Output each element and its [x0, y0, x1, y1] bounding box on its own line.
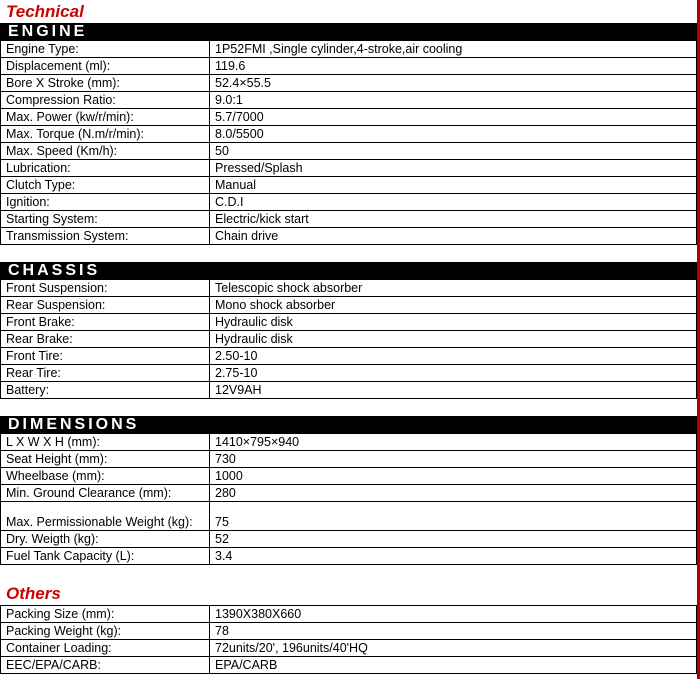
- spec-value: 52.4×55.5: [210, 75, 697, 92]
- spec-value: 75: [210, 502, 697, 531]
- page-title: Technical: [6, 2, 84, 21]
- spec-value: Telescopic shock absorber: [210, 280, 697, 297]
- spec-value: 78: [210, 623, 697, 640]
- spec-row: [1, 331, 697, 348]
- spec-value: 1P52FMI ,Single cylinder,4-stroke,air cooling: [210, 41, 697, 58]
- spec-row: [1, 365, 697, 382]
- spec-row: [1, 143, 697, 160]
- spec-label: Wheelbase (mm):: [1, 468, 210, 485]
- spec-value: 119.6: [210, 58, 697, 75]
- spec-value: Pressed/Splash: [210, 160, 697, 177]
- spec-value: 50: [210, 143, 697, 160]
- spec-label: Rear Tire:: [1, 365, 210, 382]
- spec-row: [1, 109, 697, 126]
- spec-row: [1, 126, 697, 143]
- spec-label: Packing Size (mm):: [1, 606, 210, 623]
- spec-label: Compression Ratio:: [1, 92, 210, 109]
- spec-row: [1, 58, 697, 75]
- spacer: [0, 565, 700, 582]
- spec-value: Hydraulic disk: [210, 331, 697, 348]
- spec-value: 72units/20', 196units/40'HQ: [210, 640, 697, 657]
- spec-label: Rear Brake:: [1, 331, 210, 348]
- spec-row: [1, 657, 697, 674]
- spec-row: [1, 623, 697, 640]
- spec-value: 52: [210, 531, 697, 548]
- spec-row: [1, 92, 697, 109]
- spec-row: [1, 451, 697, 468]
- spec-value: Hydraulic disk: [210, 314, 697, 331]
- spec-label: Clutch Type:: [1, 177, 210, 194]
- spec-label: Max. Torque (N.m/r/min):: [1, 126, 210, 143]
- spec-label: Seat Height (mm):: [1, 451, 210, 468]
- spec-row: [1, 41, 697, 58]
- spec-row: [1, 348, 697, 365]
- spec-label: Front Tire:: [1, 348, 210, 365]
- spec-label: Starting System:: [1, 211, 210, 228]
- spec-label: Max. Speed (Km/h):: [1, 143, 210, 160]
- spec-row: [1, 194, 697, 211]
- spec-row: [1, 531, 697, 548]
- others-title: Others: [6, 584, 61, 603]
- spec-value: 1000: [210, 468, 697, 485]
- spec-row: [1, 548, 697, 565]
- spec-label: Ignition:: [1, 194, 210, 211]
- spec-row: [1, 434, 697, 451]
- spec-row: [1, 314, 697, 331]
- spec-value: 280: [210, 485, 697, 502]
- spec-label: Fuel Tank Capacity (L):: [1, 548, 210, 565]
- spec-value: 5.7/7000: [210, 109, 697, 126]
- spec-label: Bore X Stroke (mm):: [1, 75, 210, 92]
- spec-value: 9.0:1: [210, 92, 697, 109]
- spec-label: Container Loading:: [1, 640, 210, 657]
- chassis-header: CHASSIS: [0, 262, 700, 279]
- spec-value: 8.0/5500: [210, 126, 697, 143]
- spec-row: [1, 640, 697, 657]
- spec-row: [1, 502, 697, 531]
- spec-value: 1390X380X660: [210, 606, 697, 623]
- spec-value: 2.50-10: [210, 348, 697, 365]
- dimensions-table: [0, 433, 697, 565]
- spec-label: Front Suspension:: [1, 280, 210, 297]
- spec-row: [1, 160, 697, 177]
- spec-label: Displacement (ml):: [1, 58, 210, 75]
- spec-row: [1, 297, 697, 314]
- spacer: [0, 399, 700, 416]
- spec-label: Dry. Weigth (kg):: [1, 531, 210, 548]
- spec-value: Manual: [210, 177, 697, 194]
- spec-label: Engine Type:: [1, 41, 210, 58]
- spec-label: Max. Permissionable Weight (kg):: [1, 502, 210, 531]
- spec-row: [1, 280, 697, 297]
- spec-row: [1, 382, 697, 399]
- spec-value: EPA/CARB: [210, 657, 697, 674]
- spec-label: Max. Power (kw/r/min):: [1, 109, 210, 126]
- engine-header: ENGINE: [0, 23, 700, 40]
- spec-value: 3.4: [210, 548, 697, 565]
- spec-row: [1, 468, 697, 485]
- spec-value: 2.75-10: [210, 365, 697, 382]
- spec-value: Mono shock absorber: [210, 297, 697, 314]
- others-table: [0, 605, 697, 674]
- spacer: [0, 245, 700, 262]
- spec-value: 12V9AH: [210, 382, 697, 399]
- spec-label: Rear Suspension:: [1, 297, 210, 314]
- spec-label: EEC/EPA/CARB:: [1, 657, 210, 674]
- spec-label: Front Brake:: [1, 314, 210, 331]
- dimensions-header: DIMENSIONS: [0, 416, 700, 433]
- spec-value: 730: [210, 451, 697, 468]
- chassis-table: [0, 279, 697, 399]
- spec-row: [1, 606, 697, 623]
- spec-label: Packing Weight (kg):: [1, 623, 210, 640]
- spec-label: Min. Ground Clearance (mm):: [1, 485, 210, 502]
- spec-value: Chain drive: [210, 228, 697, 245]
- spec-row: [1, 177, 697, 194]
- spec-value: C.D.I: [210, 194, 697, 211]
- spec-label: Battery:: [1, 382, 210, 399]
- spec-label: Lubrication:: [1, 160, 210, 177]
- spec-row: [1, 485, 697, 502]
- spec-value: Electric/kick start: [210, 211, 697, 228]
- spec-row: [1, 228, 697, 245]
- spec-value: 1410×795×940: [210, 434, 697, 451]
- spec-row: [1, 75, 697, 92]
- spec-label: L X W X H (mm):: [1, 434, 210, 451]
- spec-label: Transmission System:: [1, 228, 210, 245]
- spec-row: [1, 211, 697, 228]
- engine-table: [0, 40, 697, 245]
